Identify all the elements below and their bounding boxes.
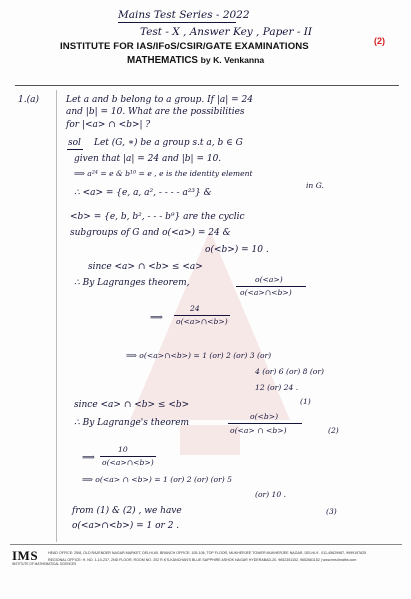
fraction-numerator: 24 xyxy=(190,304,200,313)
implies-arrow: ⟹ xyxy=(150,313,163,323)
test-title: Test - X , Answer Key , Paper - II xyxy=(140,26,313,38)
solution-line: Let (G, ∗) be a group s.t a, b ∈ G xyxy=(94,138,243,148)
conclusion-line: o(<a>∩<b>) = 1 or 2 . xyxy=(72,521,180,531)
question-number: 1.(a) xyxy=(18,95,39,105)
fraction-numerator: 10 xyxy=(118,445,128,454)
equation-tag: (1) xyxy=(300,397,311,406)
solution-line: since <a> ∩ <b> ≤ <a> xyxy=(88,262,203,272)
solution-line: 12 (or) 24 . xyxy=(255,383,299,392)
question-line: Let a and b belong to a group. If |a| = 24 xyxy=(66,95,253,105)
solution-line: <b> = {e, b, b², - - - b⁹} are the cyclic xyxy=(70,212,245,222)
fraction-denominator: o(<a> ∩ <b>) xyxy=(230,426,287,435)
question-line: for |<a> ∩ <b>| ? xyxy=(66,120,151,130)
solution-line: ⟹ o(<a> ∩ <b>) = 1 (or) 2 (or) (or) 5 xyxy=(82,475,232,484)
solution-line: ∴ By Lagrange's theorem xyxy=(74,418,190,428)
series-title-underline xyxy=(118,22,236,23)
footer-address-head-office: HEAD OFFICE: 25/8, OLD RAJENDER NAGAR MARKET, DELHI-60. BRANCH OFFICE: 105-106, TOP FLOOR, MUKHERJEE TOWER MUKHERJEE NAGAR, DELHI-9 . 011-45629987, 9999197625 xyxy=(48,551,367,555)
solution-line: 4 (or) 6 (or) 8 (or) xyxy=(255,367,324,376)
solution-line: subgroups of G and o(<a>) = 24 & xyxy=(70,228,231,238)
fraction-numerator: o(<b>) xyxy=(250,412,279,421)
solution-label: sol xyxy=(68,138,81,148)
margin-line xyxy=(56,90,57,542)
fraction-denominator: o(<a>∩<b>) xyxy=(102,458,154,467)
solution-line: o(<b>) = 10 . xyxy=(205,245,269,255)
equation-tag: (3) xyxy=(326,507,337,516)
solution-line: ⟹ a²⁴ = e & b¹⁰ = e , e is the identity element xyxy=(74,169,253,178)
page-number: (2) xyxy=(374,36,385,46)
equation-tag: (2) xyxy=(328,426,339,435)
fraction-bar xyxy=(100,456,156,457)
subject-name: MATHEMATICS xyxy=(127,55,198,66)
fraction-denominator: o(<a>∩<b>) xyxy=(240,288,292,297)
fraction-denominator: o(<a>∩<b>) xyxy=(176,317,228,326)
solution-label-underline xyxy=(67,149,83,150)
solution-line: from (1) & (2) , we have xyxy=(72,506,182,516)
question-line: and |b| = 10. What are the possibilities xyxy=(66,107,245,117)
solution-line: ⟹ o(<a>∩<b>) = 1 (or) 2 (or) 3 (or) xyxy=(126,351,272,360)
fraction-bar xyxy=(174,315,230,316)
fraction-bar xyxy=(228,423,302,424)
footer-rule xyxy=(10,544,402,545)
solution-line: ∴ By Lagranges theorem, xyxy=(74,278,190,288)
solution-line: (or) 10 . xyxy=(255,490,287,499)
author-name: by K. Venkanna xyxy=(200,55,265,65)
ims-logo: IMS xyxy=(12,548,39,563)
implies-arrow: ⟹ xyxy=(82,453,95,463)
subject-title xyxy=(127,55,264,66)
fraction-bar xyxy=(236,286,306,287)
fraction-numerator: o(<a>) xyxy=(255,275,283,284)
solution-line: ∴ <a> = {e, a, a², - - - - a²³} & xyxy=(74,188,212,198)
solution-line: since <a> ∩ <b> ≤ <b> xyxy=(74,400,190,410)
footer-address-regional-office: REGIONAL OFFICE: H. NO. 1-10-237, 2ND FLOOR, ROOM NO. 202 R.K'S-KANCHAN'S BLUE SAPPHIRE ASHOK NAGAR HYDERABAD-20. 9652351152, 9652661152 | www.ims4maths.com xyxy=(48,558,357,562)
series-title: Mains Test Series - 2022 xyxy=(118,9,250,21)
solution-line: given that |a| = 24 and |b| = 10. xyxy=(74,154,222,164)
ims-logo-subtitle: INSTITUTE OF MATHEMATICAL SCIENCES xyxy=(12,562,77,566)
solution-line: in G. xyxy=(306,181,324,190)
header-rule xyxy=(15,85,399,86)
institute-name: INSTITUTE FOR IAS/IFoS/CSIR/GATE EXAMINATIONS xyxy=(60,41,309,52)
